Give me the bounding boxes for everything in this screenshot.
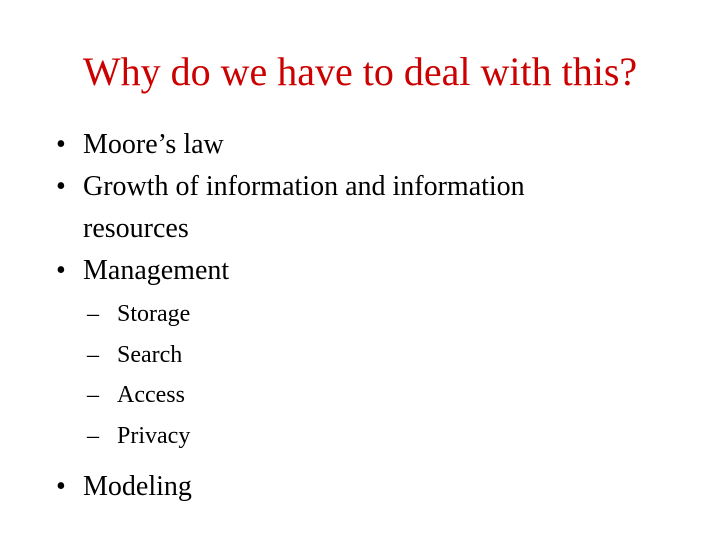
- bullet-item: [56, 250, 696, 466]
- sub-bullet-item: [87, 416, 696, 457]
- bullet-item: [56, 124, 696, 166]
- sub-bullet-text: Search: [117, 341, 183, 368]
- sub-bullet-text: Storage: [117, 301, 191, 327]
- sub-bullet-marker: –: [87, 422, 99, 449]
- bullet-marker: •: [56, 255, 66, 286]
- sub-bullet-list: [83, 292, 696, 466]
- bullet-marker: •: [56, 171, 66, 202]
- sub-bullet-text: Access: [117, 382, 185, 408]
- bullet-text-line-2: resources: [83, 213, 189, 244]
- sub-bullet-item: [87, 335, 696, 376]
- bullet-text-line-1: Growth of information and information: [83, 171, 525, 202]
- bullet-text: Management: [83, 255, 230, 286]
- sub-bullet-text: Privacy: [117, 422, 191, 449]
- bullet-marker: •: [56, 129, 66, 160]
- sub-bullet-marker: –: [87, 341, 99, 368]
- bullet-text: Modeling: [83, 471, 192, 502]
- sub-bullet-marker: –: [87, 301, 99, 327]
- bullet-list: [56, 124, 696, 508]
- sub-bullet-item: [87, 375, 696, 416]
- sub-bullet-marker: –: [87, 382, 99, 408]
- sub-bullet-item: [87, 294, 696, 335]
- bullet-item: [56, 166, 696, 250]
- bullet-text: Moore’s law: [83, 129, 224, 160]
- bullet-item: [56, 466, 696, 508]
- bullet-marker: •: [56, 471, 66, 502]
- slide-title: Why do we have to deal with this?: [82, 49, 638, 94]
